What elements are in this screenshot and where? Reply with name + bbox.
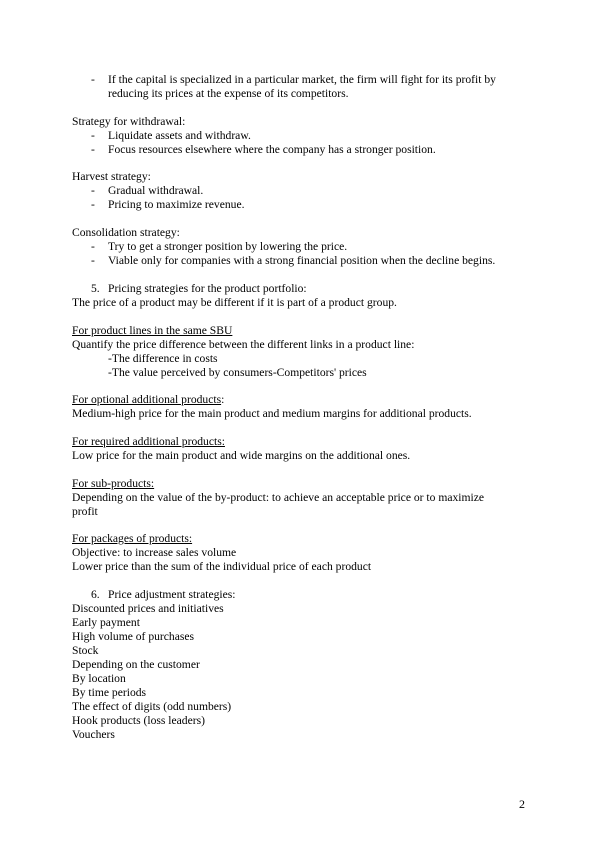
- product-lines-sub-2: -The value perceived by consumers-Competitors' prices: [108, 366, 367, 379]
- product-lines-text: Quantify the price difference between the different links in a product line:: [72, 338, 415, 351]
- bullet-dash: -: [91, 254, 95, 267]
- harvest-heading: Harvest strategy:: [72, 170, 151, 183]
- optional-heading: For optional additional products: [72, 393, 222, 406]
- page-number: 2: [519, 797, 525, 811]
- adjustment-item: Vouchers: [72, 728, 115, 741]
- optional-text: Medium-high price for the main product and medium margins for additional products.: [72, 407, 472, 420]
- bullet-dash: -: [91, 240, 95, 253]
- adjustment-item: Early payment: [72, 616, 140, 629]
- section-5-intro: The price of a product may be different if it is part of a product group.: [72, 296, 397, 309]
- required-text: Low price for the main product and wide margins on the additional ones.: [72, 449, 411, 462]
- capital-specialized-line-1: If the capital is specialized in a particular market, the firm will fight for its profit by: [108, 73, 496, 86]
- packages-heading: For packages of products:: [72, 532, 193, 545]
- section-5-title: Pricing strategies for the product portfolio:: [108, 282, 307, 295]
- bullet-dash: -: [91, 184, 95, 197]
- consolidation-item-2: Viable only for companies with a strong financial position when the decline begins.: [108, 254, 496, 267]
- adjustment-item: Depending on the customer: [72, 658, 200, 671]
- required-heading: For required additional products:: [72, 435, 225, 448]
- bullet-dash: -: [91, 143, 95, 156]
- adjustment-item: By location: [72, 672, 126, 685]
- adjustment-item: The effect of digits (odd numbers): [72, 700, 232, 713]
- section-6-number: 6.: [91, 588, 100, 601]
- capital-specialized-line-2: reducing its prices at the expense of its competitors.: [108, 87, 349, 100]
- section-6-title: Price adjustment strategies:: [108, 588, 236, 601]
- bullet-dash: -: [91, 129, 95, 142]
- adjustment-item: High volume of purchases: [72, 630, 195, 643]
- product-lines-heading: For product lines in the same SBU: [72, 324, 233, 337]
- harvest-item-1: Gradual withdrawal.: [108, 184, 204, 197]
- packages-line-2: Lower price than the sum of the individual price of each product: [72, 560, 372, 573]
- withdrawal-item-2: Focus resources elsewhere where the company has a stronger position.: [108, 143, 436, 156]
- adjustment-item: By time periods: [72, 686, 147, 699]
- optional-heading-colon: :: [221, 393, 225, 406]
- consolidation-item-1: Try to get a stronger position by lowering the price.: [108, 240, 348, 253]
- subproducts-line-2: profit: [72, 505, 98, 518]
- product-lines-sub-1: -The difference in costs: [108, 352, 218, 365]
- bullet-dash: -: [91, 198, 95, 211]
- section-5-number: 5.: [91, 282, 100, 295]
- optional-heading-line: [72, 393, 224, 407]
- withdrawal-heading: Strategy for withdrawal:: [72, 115, 186, 128]
- withdrawal-item-1: Liquidate assets and withdraw.: [108, 129, 251, 142]
- subproducts-heading: For sub-products:: [72, 477, 155, 490]
- consolidation-heading: Consolidation strategy:: [72, 226, 180, 239]
- adjustment-item: Stock: [72, 644, 99, 657]
- bullet-dash: -: [91, 73, 95, 86]
- adjustment-item: Discounted prices and initiatives: [72, 602, 224, 615]
- packages-line-1: Objective: to increase sales volume: [72, 546, 237, 559]
- adjustment-item: Hook products (loss leaders): [72, 714, 205, 727]
- harvest-item-2: Pricing to maximize revenue.: [108, 198, 245, 211]
- subproducts-line-1: Depending on the value of the by-product: to achieve an acceptable price or to maximize: [72, 491, 485, 504]
